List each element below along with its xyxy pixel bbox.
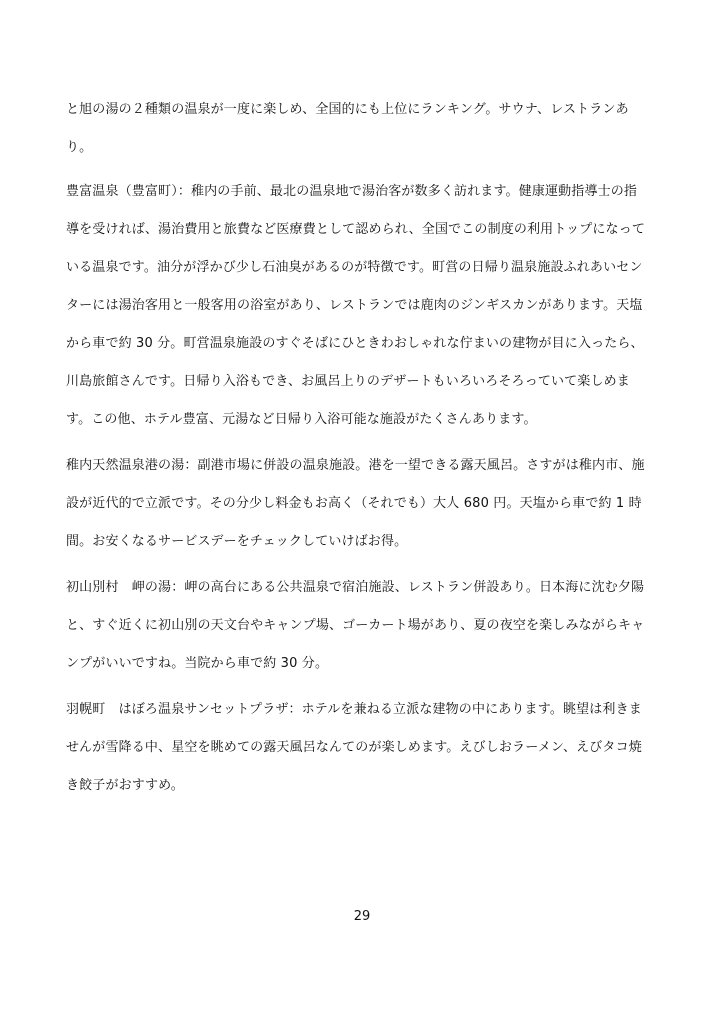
paragraph-5-line-3: き餃子がおすすめ。 (66, 778, 184, 793)
paragraph-4-line-3: ンプがいいですね。当院から車で約 30 分。 (66, 656, 329, 671)
paragraph-2-line-1: 豊富温泉（豊富町）：稚内の手前、最北の温泉地で湯治客が数多く訪れます。健康運動指導士の指 (66, 184, 638, 199)
page-number: 29 (353, 909, 371, 924)
paragraph-3-line-3: 間。お安くなるサービスデーをチェックしていけばお得。 (66, 534, 408, 549)
paragraph-2-line-6: 川島旅館さんです。日帰り入浴もでき、お風呂上りのデザートもいろいろそろっていて楽しめま (66, 374, 630, 389)
paragraph-3-line-2: 設が近代的で立派です。その分少し料金もお高く（それでも）大人 680 円。天塩から車で約 1 時 (66, 496, 642, 511)
paragraph-4-line-1: 初山別村 岬の湯：岬の高台にある公共温泉で宿泊施設、レストラン併設あり。日本海に沈む夕陽 (66, 580, 645, 595)
paragraph-2-line-7: す。この他、ホテル豊富、元湯など日帰り入浴可能な施設がたくさんあります。 (66, 412, 537, 427)
paragraph-5-line-2: せんが雪降る中、星空を眺めての露天風呂なんてのが楽しめます。えびしおラーメン、えびタコ焼 (66, 740, 642, 755)
paragraph-3-line-1: 稚内天然温泉港の湯：副港市場に併設の温泉施設。港を一望できる露天風呂。さすがは稚内市、施 (66, 458, 645, 473)
paragraph-1-line-1: と旭の湯の２種類の温泉が一度に楽しめ、全国的にも上位にランキング。サウナ、レストランあ (66, 102, 629, 117)
paragraph-1-line-2: り。 (66, 140, 93, 155)
paragraph-4-line-2: と、すぐ近くに初山別の天文台やキャンプ場、ゴーカート場があり、夏の夜空を楽しみながらキャ (66, 618, 645, 633)
paragraph-2-line-4: ターには湯治客用と一般客用の浴室があり、レストランでは鹿肉のジンギスカンがあります。天塩 (66, 298, 643, 313)
paragraph-2-line-2: 導を受ければ、湯治費用と旅費など医療費として認められ、全国でこの制度の利用トップになって (66, 222, 645, 237)
paragraph-2-line-5: から車で約 30 分。町営温泉施設のすぐそばにひときわおしゃれな佇まいの建物が目に入ったら、 (66, 336, 644, 351)
paragraph-5-line-1: 羽幌町 はぼろ温泉サンセットプラザ：ホテルを兼ねる立派な建物の中にあります。眺望は利きま (66, 702, 642, 717)
paragraph-2-line-3: いる温泉です。油分が浮かび少し石油臭があるのが特徴です。町営の日帰り温泉施設ふれあいセン (66, 260, 643, 275)
